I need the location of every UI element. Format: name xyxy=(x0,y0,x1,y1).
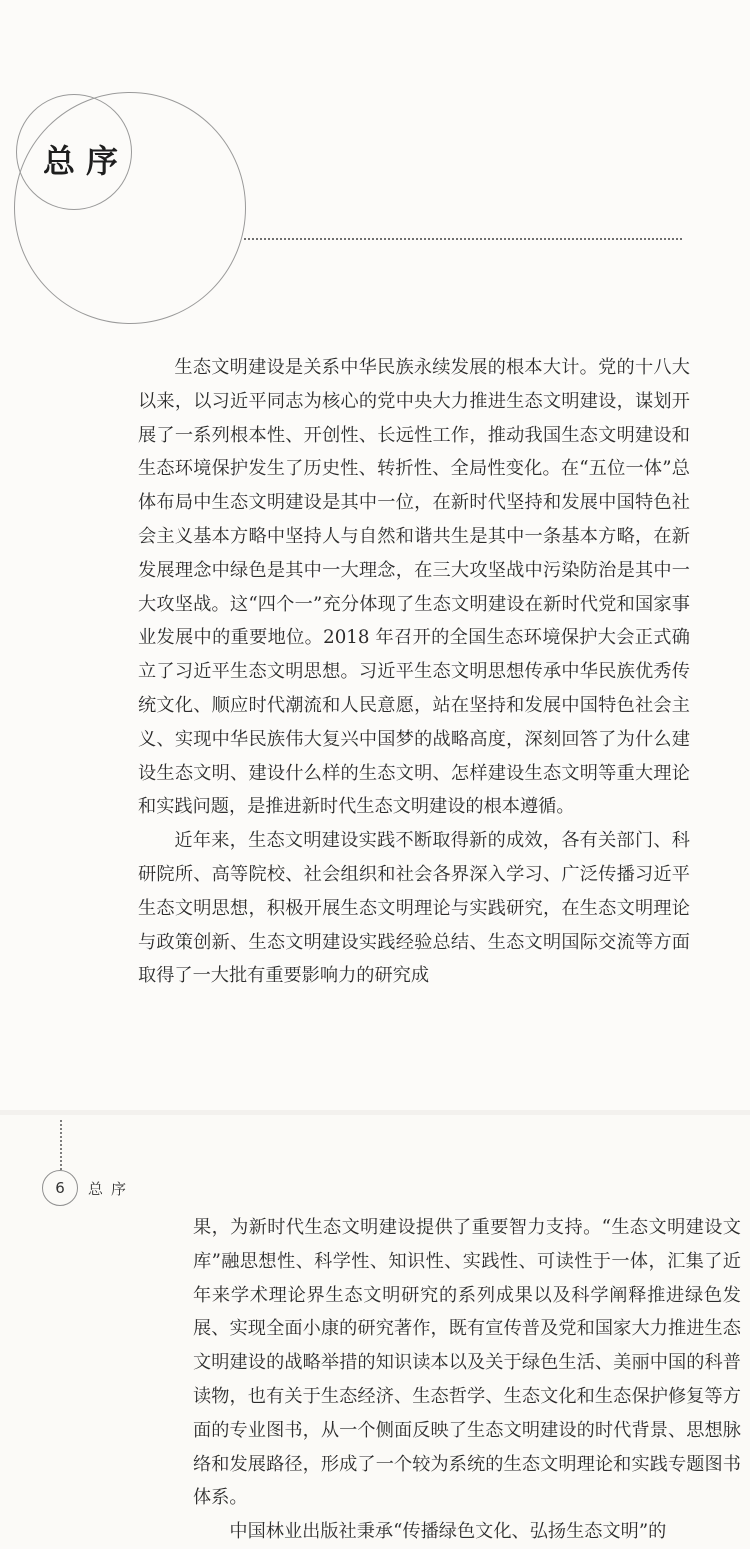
vertical-dotted-rule xyxy=(60,1120,62,1170)
page-one-body xyxy=(138,351,690,993)
dotted-rule xyxy=(244,238,682,240)
chapter-title: 总序 xyxy=(43,142,130,180)
paragraph: 果，为新时代生态文明建设提供了重要智力支持。“生态文明建设文库”融思想性、科学性、知识性、实践性、可读性于一体，汇集了近年来学术理论界生态文明研究的系列成果以及科学阐释推进绿色发展、实现全面小康的研究著作，既有宣传普及党和国家大力推进生态文明建设的战略举措的知识读本以及关于绿色生活、美丽中国的科普读物，也有关于生态经济、生态哲学、生态文化和生态保护修复等方面的专业图书，从一个侧面反映了生态文明建设的时代背景、思想脉络和发展路径，形成了一个较为系统的生态文明理论和实践专题图书体系。 xyxy=(193,1217,741,1509)
paragraph: 中国林业出版社秉承“传播绿色文化、弘扬生态文明”的 xyxy=(229,1521,667,1543)
running-head: 总序 xyxy=(88,1180,135,1198)
page-number: 6 xyxy=(42,1170,78,1206)
paragraph: 近年来，生态文明建设实践不断取得新的成效，各有关部门、科研院所、高等院校、社会组织和社会各界深入学习、广泛传播习近平生态文明思想，积极开展生态文明理论与实践研究，在生态文明理论与政策创新、生态文明建设实践经验总结、生态文明国际交流等方面取得了一大批有重要影响力的研究成 xyxy=(138,830,690,987)
page-two-body xyxy=(193,1211,741,1549)
paragraph: 生态文明建设是关系中华民族永续发展的根本大计。党的十八大以来，以习近平同志为核心的党中央大力推进生态文明建设，谋划开展了一系列根本性、开创性、长远性工作，推动我国生态文明建设和生态环境保护发生了历史性、转折性、全局性变化。在“五位一体”总体布局中生态文明建设是其中一位，在新时代坚持和发展中国特色社会主义基本方略中坚持人与自然和谐共生是其中一条基本方略，在新发展理念中绿色是其中一大理念，在三大攻坚战中污染防治是其中一大攻坚战。这“四个一”充分体现了生态文明建设在新时代党和国家事业发展中的重要地位。2018 年召开的全国生态环境保护大会正式确立了习近平生态文明思想。习近平生态文明思想传承中华民族优秀传统文化、顺应时代潮流和人民意愿，站在坚持和发展中国特色社会主义、实现中华民族伟大复兴中国梦的战略高度，深刻回答了为什么建设生态文明、建设什么样的生态文明、怎样建设生态文明等重大理论和实践问题，是推进新时代生态文明建设的根本遵循。 xyxy=(138,357,690,818)
